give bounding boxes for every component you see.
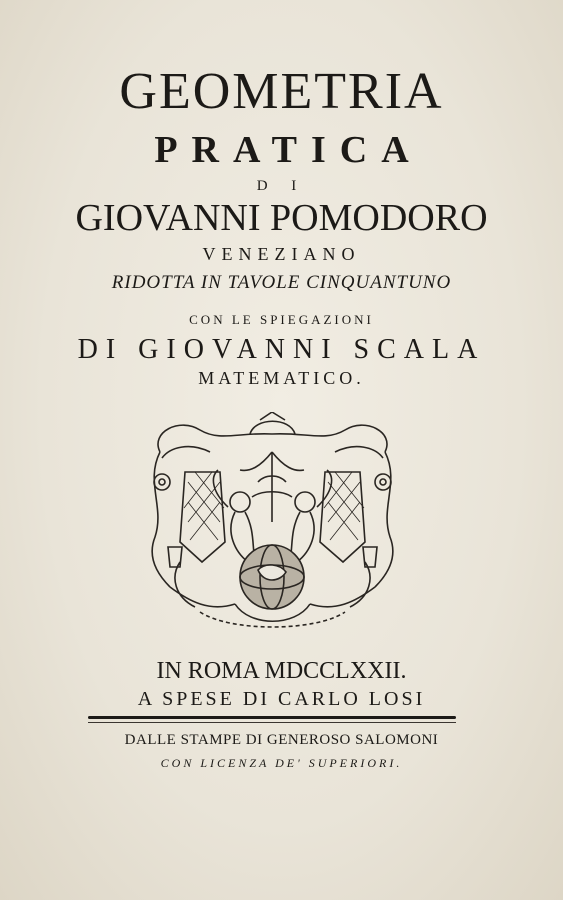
divider-thin [88,722,456,723]
author-origin: VENEZIANO [202,244,361,264]
title-pratica: PRATICA [154,129,423,171]
subtitle: RIDOTTA IN TAVOLE CINQUANTUNO [111,272,452,293]
author-name: GIOVANNI POMODORO [75,197,488,239]
title-di: D I [256,178,307,194]
engraved-cartouche-ornament-icon [140,412,405,637]
imprint-publisher: A SPESE DI CARLO LOSI [137,688,426,710]
title-geometria: GEOMETRIA [119,63,444,120]
commentator-name: DI GIOVANNI SCALA [77,334,486,365]
imprint-place-date: IN ROMA MDCCLXXII. [156,658,407,684]
explanations-line: CON LE SPIEGAZIONI [189,312,374,327]
commentator-title: MATEMATICO. [198,368,365,388]
printer-line: DALLE STAMPE DI GENEROSO SALOMONI [124,732,439,748]
license-line: CON LICENZA DE' SUPERIORI. [160,756,403,770]
divider-thick [88,716,456,719]
